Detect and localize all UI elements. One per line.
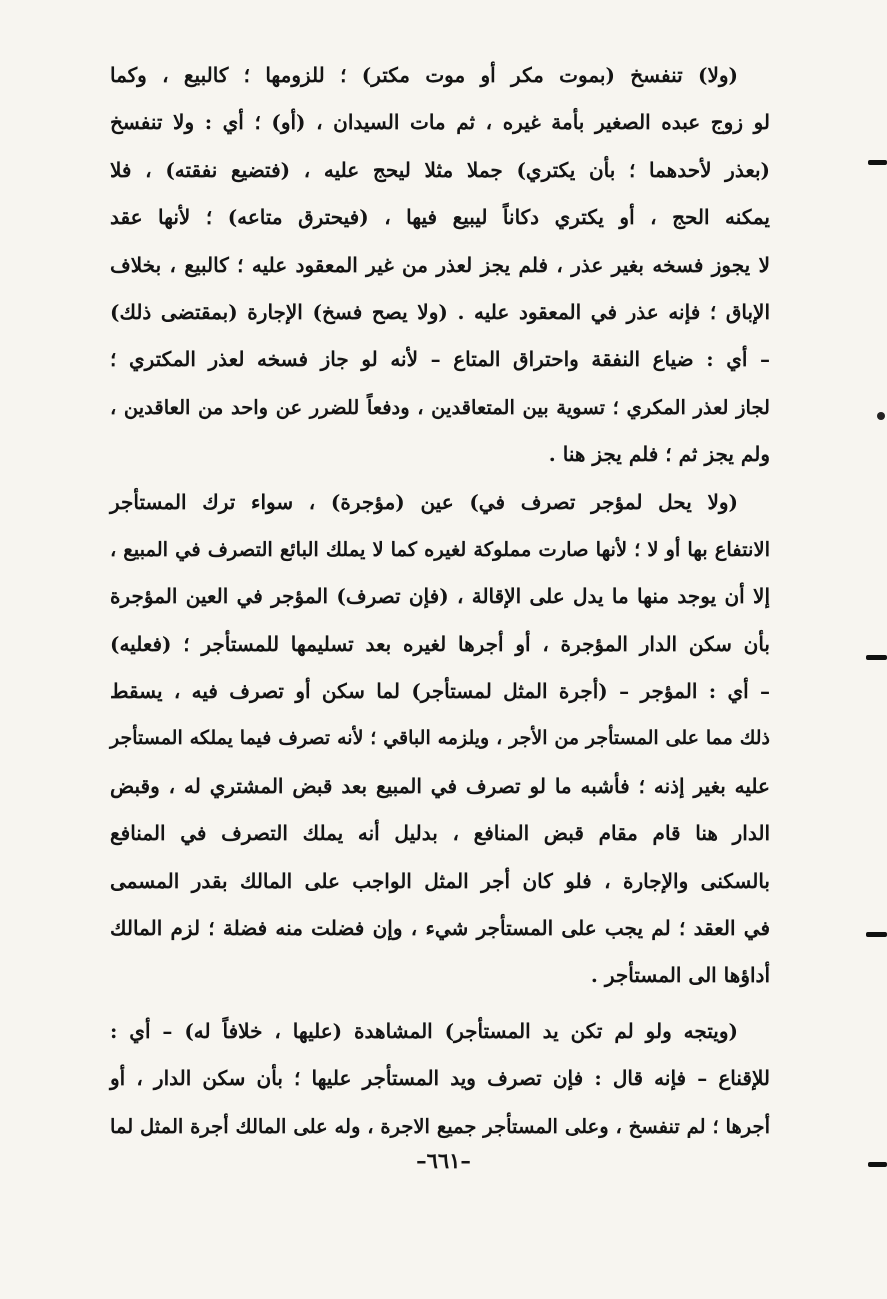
paragraph-gap: [110, 1000, 770, 1008]
text-line: – أي : ضياع النفقة واحتراق المتاع – لأنه لو جاز فسخه لعذر المكتري ؛: [110, 347, 770, 372]
text-line: في العقد ؛ لم يجب على المستأجر شيء ، وإن فضلت منه فضلة ؛ لزم المالك: [110, 916, 770, 941]
text-line: لجاز لعذر المكري ؛ تسوية بين المتعاقدين ، ودفعاً للضرر عن واحد من العاقدين ،: [110, 395, 770, 419]
text-line: (ويتجه ولو لم تكن يد المستأجر) المشاهدة (عليها ، خلافاً له) – أي :: [110, 1018, 738, 1043]
text-line: (ولا يحل لمؤجر تصرف في) عين (مؤجرة) ، سواء ترك المستأجر: [110, 489, 738, 514]
text-line: الإباق ؛ فإنه عذر في المعقود عليه . (ولا يصح فسخ) الإجارة (بمقتضى ذلك): [110, 299, 770, 324]
page-text: [110, 52, 770, 1150]
text-line: بالسكنى والإجارة ، فلو كان أجر المثل الواجب على المالك بقدر المسمى: [110, 868, 770, 893]
text-line: بأن سكن الدار المؤجرة ، أو أجرها لغيره بعد تسليمها للمستأجر ؛ (فعليه): [110, 631, 770, 656]
margin-mark: [866, 655, 887, 660]
text-line: للإقناع – فإنه قال : فإن تصرف ويد المستأجر عليها ؛ بأن سكن الدار ، أو: [110, 1066, 770, 1091]
text-line: يمكنه الحج ، أو يكتري دكاناً ليبيع فيها ، (فيحترق متاعه) ؛ لأنها عقد: [110, 205, 770, 230]
paragraph-1: [110, 52, 770, 479]
text-line: إلا أن يوجد منها ما يدل على الإقالة ، (فإن تصرف) المؤجر في العين المؤجرة: [110, 584, 770, 609]
text-line: أجرها ؛ لم تنفسخ ، وعلى المستأجر جميع الاجرة ، وله على المالك أجرة المثل لما: [110, 1114, 770, 1138]
paragraph-2: [110, 479, 770, 1000]
paragraph-3: [110, 1008, 770, 1150]
margin-dot: [877, 412, 885, 420]
text-line: الدار هنا قام مقام قبض المنافع ، بدليل أنه يملك التصرف في المنافع: [110, 821, 770, 846]
margin-mark: [868, 160, 887, 165]
page-number: –٦٦١–: [416, 1148, 471, 1173]
margin-mark: [868, 1162, 887, 1167]
text-line: لو زوج عبده الصغير بأمة غيره ، ثم مات السيدان ، (أو) ؛ أي : ولا تنفسخ: [110, 110, 770, 135]
text-line: الانتفاع بها أو لا ؛ لأنها صارت مملوكة لغيره كما لا يملك البائع التصرف في المبيع ،: [110, 537, 770, 561]
text-line: ولم يجز ثم ؛ فلم يجز هنا .: [548, 442, 770, 467]
text-line: – أي : المؤجر – (أجرة المثل لمستأجر) لما سكن أو تصرف فيه ، يسقط: [110, 679, 770, 704]
text-line: أداؤها الى المستأجر .: [590, 963, 770, 988]
margin-mark: [866, 932, 887, 937]
text-line: لا يجوز فسخه بغير عذر ، فلم يجز لعذر من غير المعقود عليه ؛ كالبيع ، بخلاف: [110, 252, 770, 277]
text-line: (ولا) تنفسخ (بموت مكر أو موت مكتر) ؛ للزومها ؛ كالبيع ، وكما: [110, 63, 738, 87]
text-line: (بعذر لأحدهما ؛ بأن يكتري) جملا مثلا ليحج عليه ، (فتضيع نفقته) ، فلا: [110, 157, 770, 182]
text-line: عليه بغير إذنه ؛ فأشبه ما لو تصرف في المبيع بعد قبض المشتري له ، وقبض: [110, 773, 770, 798]
text-line: ذلك مما على المستأجر من الأجر ، ويلزمه الباقي ؛ لأنه تصرف فيما يملكه المستأجر: [110, 727, 770, 750]
